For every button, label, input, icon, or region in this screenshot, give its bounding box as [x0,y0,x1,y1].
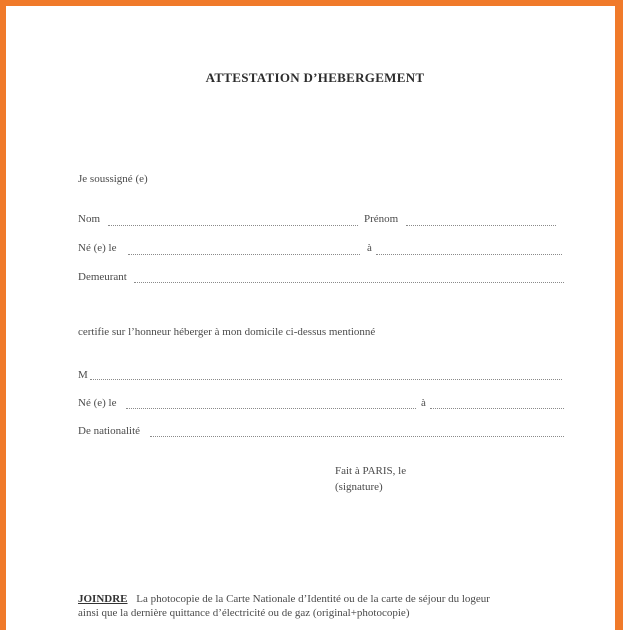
fait-a-text: Fait à PARIS, le [335,465,407,477]
guest-nationalite-label: De nationalité [78,425,141,437]
host-a-label: à [367,242,372,254]
host-demeurant-label: Demeurant [78,271,127,283]
joindre-label: JOINDRE [78,593,128,605]
host-prenom-label: Prénom [364,213,399,225]
certify-text: certifie sur l’honneur héberger à mon domicile ci-dessus mentionné [78,326,376,338]
guest-a-label: à [421,397,426,409]
guest-ne-label: Né (e) le [78,397,117,409]
host-nom-label: Nom [78,213,100,225]
host-ne-label: Né (e) le [78,242,117,254]
joindre-line1: La photocopie de la Carte Nationale d’Identité ou de la carte de séjour du logeur [136,593,490,605]
intro-text: Je soussigné (e) [78,173,148,185]
guest-m-label: M [78,369,88,381]
signature-label: (signature) [335,481,383,493]
joindre-line2: ainsi que la dernière quittance d’électricité ou de gaz (original+photocopie) [78,607,410,619]
document-title: ATTESTATION D’HEBERGEMENT [205,70,425,85]
